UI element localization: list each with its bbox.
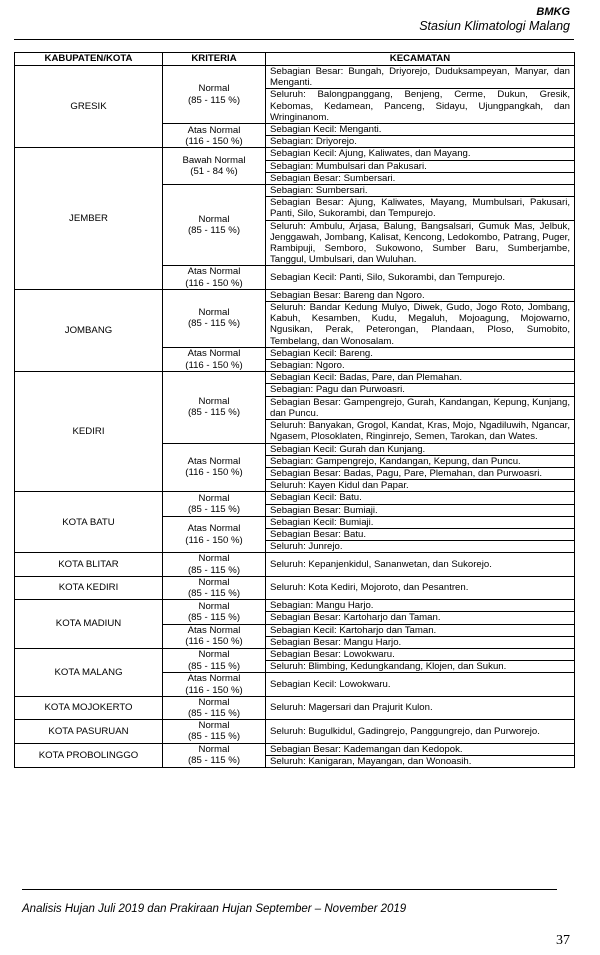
kriteria-cell: Normal (85 - 115 %)	[163, 720, 266, 743]
kriteria-cell: Atas Normal (116 - 150 %)	[163, 124, 266, 148]
kecamatan-cell: Sebagian Kecil: Batu.	[266, 492, 575, 504]
kabupaten-cell: KOTA PASURUAN	[15, 720, 163, 743]
table-body	[15, 66, 575, 768]
kecamatan-cell: Sebagian Besar: Sumbersari.	[266, 172, 575, 184]
kecamatan-cell: Sebagian: Mumbulsari dan Pakusari.	[266, 160, 575, 172]
kriteria-cell: Normal (85 - 115 %)	[163, 185, 266, 266]
kriteria-cell: Atas Normal (116 - 150 %)	[163, 516, 266, 553]
kriteria-cell: Normal (85 - 115 %)	[163, 600, 266, 624]
table-row	[15, 720, 575, 743]
kecamatan-cell: Sebagian Besar: Mangu Harjo.	[266, 636, 575, 648]
header-subtitle: Stasiun Klimatologi Malang	[419, 19, 570, 33]
table-row	[15, 372, 575, 384]
table-row	[15, 289, 575, 301]
kriteria-cell: Normal (85 - 115 %)	[163, 696, 266, 719]
kecamatan-cell: Sebagian Kecil: Ajung, Kaliwates, dan Mayang.	[266, 148, 575, 160]
kriteria-cell: Bawah Normal (51 - 84 %)	[163, 148, 266, 185]
column-header: KRITERIA	[163, 53, 266, 66]
kecamatan-cell: Sebagian Kecil: Menganti.	[266, 124, 575, 136]
kabupaten-cell: KOTA MALANG	[15, 648, 163, 696]
kabupaten-cell: KOTA BLITAR	[15, 553, 163, 576]
kabupaten-cell: KOTA PROBOLINGGO	[15, 743, 163, 767]
kecamatan-cell: Seluruh: Balongpanggang, Benjeng, Cerme, Dukun, Gresik, Kebomas, Kedamean, Panceng, Sidayu, Ujungpangkah, dan Wringinanom.	[266, 89, 575, 124]
kecamatan-cell: Sebagian Kecil: Badas, Pare, dan Plemahan.	[266, 372, 575, 384]
kecamatan-cell: Sebagian Kecil: Bumiaji.	[266, 516, 575, 528]
kecamatan-cell: Seluruh: Bugulkidul, Gadingrejo, Panggungrejo, dan Purworejo.	[266, 720, 575, 743]
kecamatan-cell: Seluruh: Kota Kediri, Mojoroto, dan Pesantren.	[266, 576, 575, 599]
table-row	[15, 576, 575, 599]
kriteria-cell: Normal (85 - 115 %)	[163, 576, 266, 599]
table-row	[15, 492, 575, 504]
header-rule	[14, 39, 574, 40]
kriteria-cell: Normal (85 - 115 %)	[163, 289, 266, 347]
table-row	[15, 66, 575, 89]
kecamatan-cell: Seluruh: Bandar Kedung Mulyo, Diwek, Gudo, Jogo Roto, Jombang, Kabuh, Kesamben, Kudu, Megaluh, Mojoagung, Mojowarno, Ngusikan, Perak, Peterongan, Plandaan, Ploso, Sumobito, Tembelang, dan Wonosalam.	[266, 302, 575, 348]
kecamatan-cell: Sebagian Besar: Ajung, Kaliwates, Mayang, Mumbulsari, Pakusari, Panti, Silo, Sukorambi, dan Tempurejo.	[266, 197, 575, 220]
footer-text: Analisis Hujan Juli 2019 dan Prakiraan Hujan September – November 2019	[22, 903, 407, 915]
kabupaten-cell: KEDIRI	[15, 372, 163, 492]
kecamatan-cell: Sebagian Besar: Bumiaji.	[266, 504, 575, 516]
kriteria-cell: Normal (85 - 115 %)	[163, 66, 266, 124]
rainfall-table	[14, 52, 575, 768]
kriteria-cell: Atas Normal (116 - 150 %)	[163, 347, 266, 371]
kecamatan-cell: Sebagian Besar: Kademangan dan Kedopok.	[266, 743, 575, 755]
kecamatan-cell: Sebagian Kecil: Panti, Silo, Sukorambi, dan Tempurejo.	[266, 266, 575, 289]
footer-rule	[22, 889, 557, 890]
kecamatan-cell: Seluruh: Magersari dan Prajurit Kulon.	[266, 696, 575, 719]
kecamatan-cell: Sebagian Besar: Kartoharjo dan Taman.	[266, 612, 575, 624]
kecamatan-cell: Seluruh: Junrejo.	[266, 541, 575, 553]
kecamatan-cell: Seluruh: Ambulu, Arjasa, Balung, Bangsalsari, Gumuk Mas, Jelbuk, Jenggawah, Jombang, Kalisat, Kencong, Ledokombo, Patrang, Puger, Rambipuji, Semboro, Sukowono, Sumber Baru, Sumberjambe, Tanggul, Umbulsari, dan Wuluhan.	[266, 220, 575, 266]
kabupaten-cell: JOMBANG	[15, 289, 163, 371]
kriteria-cell: Normal (85 - 115 %)	[163, 492, 266, 516]
kriteria-cell: Normal (85 - 115 %)	[163, 553, 266, 576]
kecamatan-cell: Seluruh: Banyakan, Grogol, Kandat, Kras, Mojo, Ngadiluwih, Ngancar, Ngasem, Plosoklaten, Ringinrejo, Semen, Tarokan, dan Wates.	[266, 420, 575, 443]
kriteria-cell: Atas Normal (116 - 150 %)	[163, 266, 266, 289]
kriteria-cell: Normal (85 - 115 %)	[163, 743, 266, 767]
kecamatan-cell: Sebagian: Mangu Harjo.	[266, 600, 575, 612]
kecamatan-cell: Seluruh: Kepanjenkidul, Sananwetan, dan Sukorejo.	[266, 553, 575, 576]
kecamatan-cell: Seluruh: Kayen Kidul dan Papar.	[266, 480, 575, 492]
kabupaten-cell: KOTA BATU	[15, 492, 163, 553]
kabupaten-cell: KOTA MADIUN	[15, 600, 163, 649]
kecamatan-cell: Seluruh: Kanigaran, Mayangan, dan Wonoasih.	[266, 755, 575, 767]
kecamatan-cell: Sebagian: Gampengrejo, Kandangan, Kepung, dan Puncu.	[266, 455, 575, 467]
kecamatan-cell: Sebagian Besar: Badas, Pagu, Pare, Plemahan, dan Purwoasri.	[266, 467, 575, 479]
kecamatan-cell: Seluruh: Blimbing, Kedungkandang, Klojen, dan Sukun.	[266, 661, 575, 673]
header-org: BMKG	[536, 6, 570, 18]
kecamatan-cell: Sebagian: Ngoro.	[266, 360, 575, 372]
kecamatan-cell: Sebagian Besar: Gampengrejo, Gurah, Kandangan, Kepung, Kunjang, dan Puncu.	[266, 396, 575, 419]
table-row	[15, 600, 575, 612]
kriteria-cell: Atas Normal (116 - 150 %)	[163, 673, 266, 696]
kecamatan-cell: Sebagian: Sumbersari.	[266, 185, 575, 197]
kabupaten-cell: JEMBER	[15, 148, 163, 289]
page-number: 37	[556, 933, 570, 948]
column-header: KECAMATAN	[266, 53, 575, 66]
kecamatan-cell: Sebagian Besar: Batu.	[266, 528, 575, 540]
kriteria-cell: Atas Normal (116 - 150 %)	[163, 624, 266, 648]
kecamatan-cell: Sebagian Besar: Bungah, Driyorejo, Duduksampeyan, Manyar, dan Menganti.	[266, 66, 575, 89]
kecamatan-cell: Sebagian Kecil: Kartoharjo dan Taman.	[266, 624, 575, 636]
kabupaten-cell: GRESIK	[15, 66, 163, 148]
kecamatan-cell: Sebagian Kecil: Lowokwaru.	[266, 673, 575, 696]
table-row	[15, 553, 575, 576]
kabupaten-cell: KOTA MOJOKERTO	[15, 696, 163, 719]
kecamatan-cell: Sebagian Besar: Bareng dan Ngoro.	[266, 289, 575, 301]
table-row	[15, 696, 575, 719]
kecamatan-cell: Sebagian: Pagu dan Purwoasri.	[266, 384, 575, 396]
kabupaten-cell: KOTA KEDIRI	[15, 576, 163, 599]
kecamatan-cell: Sebagian: Driyorejo.	[266, 136, 575, 148]
kecamatan-cell: Sebagian Kecil: Bareng.	[266, 347, 575, 359]
table-row	[15, 743, 575, 755]
table-row	[15, 648, 575, 660]
kecamatan-cell: Sebagian Kecil: Gurah dan Kunjang.	[266, 443, 575, 455]
kecamatan-cell: Sebagian Besar: Lowokwaru.	[266, 648, 575, 660]
table-row	[15, 148, 575, 160]
kriteria-cell: Normal (85 - 115 %)	[163, 648, 266, 672]
kriteria-cell: Atas Normal (116 - 150 %)	[163, 443, 266, 492]
column-header: KABUPATEN/KOTA	[15, 53, 163, 66]
kriteria-cell: Normal (85 - 115 %)	[163, 372, 266, 443]
table-header-row	[15, 53, 575, 66]
